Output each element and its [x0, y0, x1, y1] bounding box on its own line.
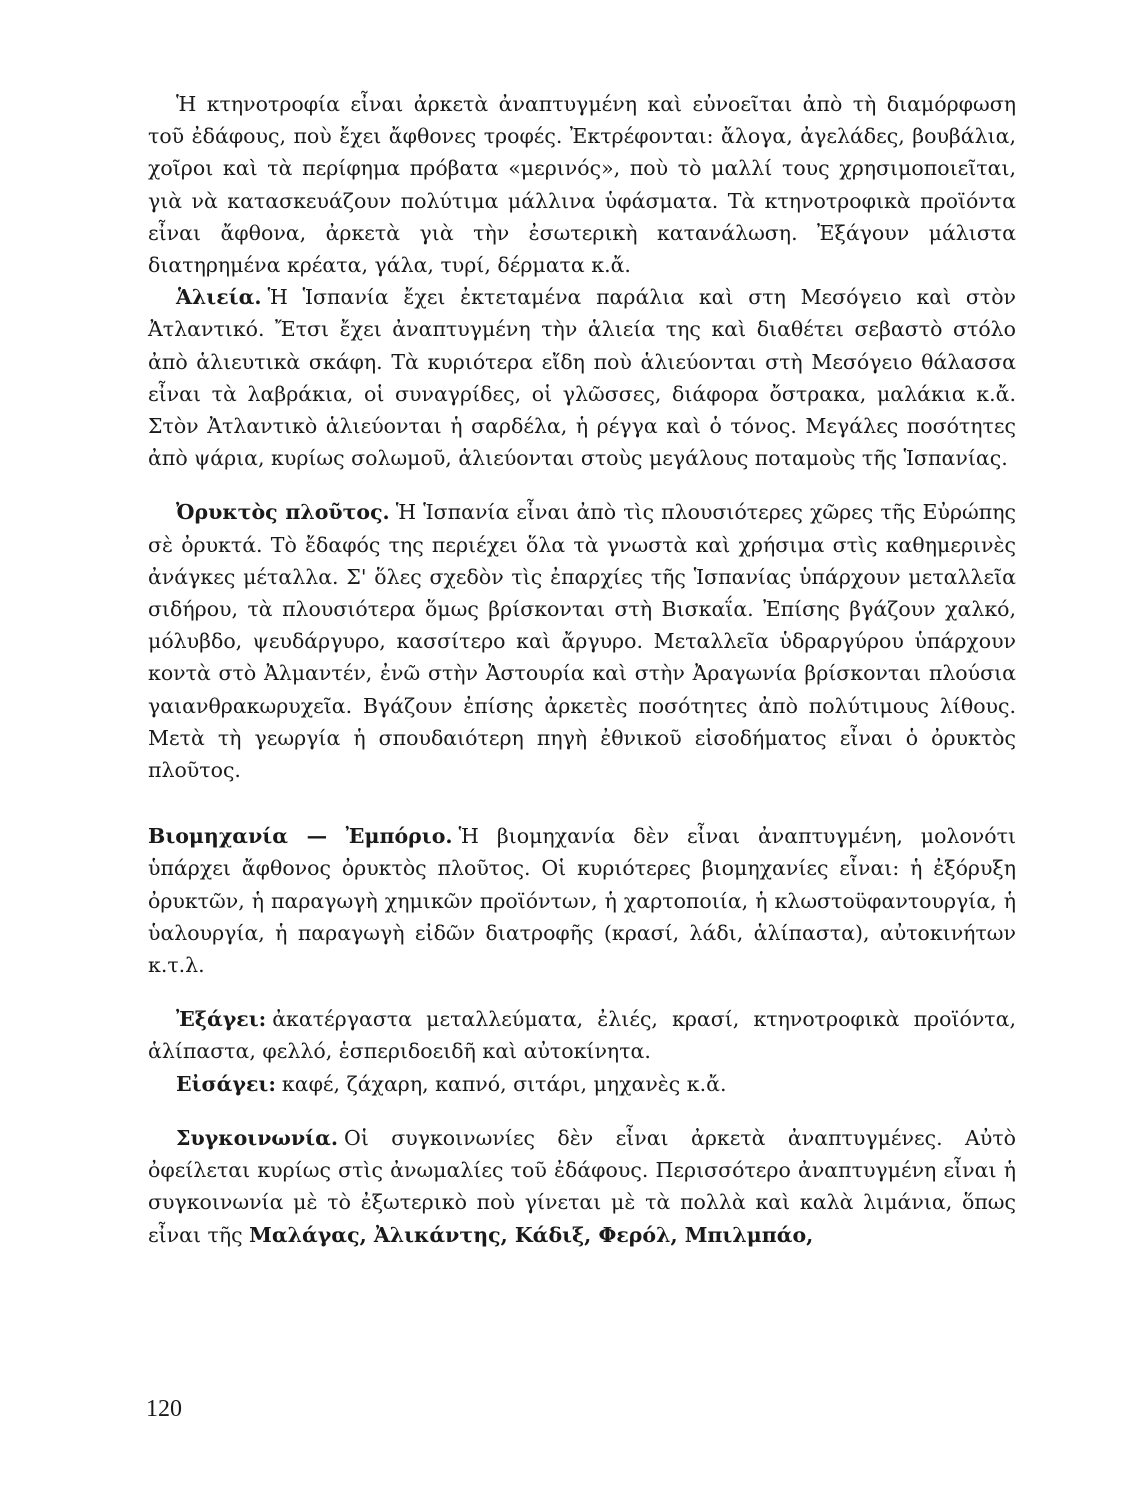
paragraph-exports [148, 1003, 1016, 1067]
fishing-heading: Ἁλιεία. [176, 285, 262, 310]
transport-heading: Συγκοινωνία. [176, 1125, 339, 1150]
paragraph-transport [148, 1122, 1016, 1251]
paragraph-mining [148, 496, 1016, 786]
paragraph-imports [148, 1068, 1016, 1100]
exports-heading: Ἐξάγει: [176, 1007, 267, 1032]
mining-heading: Ὀρυκτὸς πλοῦτος. [176, 500, 390, 525]
transport-text: Οἱ συγκοινωνίες δὲν εἶναι ἀρκετὰ ἀναπτυγμένες. Αὐτὸ ὀφείλεται κυρίως στὶς ἀνωμαλίες τοῦ ἐδάφους. Περισσότερο ἀναπτυγμένη εἶναι ἡ συγκοινωνία μὲ τὸ ἐξωτερικὸ ποὺ γίνεται μὲ τὰ πολλὰ καὶ καλὰ λιμάνια, ὅπως εἶναι τῆς [148, 1125, 1016, 1247]
imports-heading: Εἰσάγει: [176, 1071, 276, 1096]
paragraph-industry [148, 820, 1016, 981]
page-number: 120 [146, 1396, 182, 1422]
livestock-text: Ἡ κτηνοτροφία εἶναι ἀρκετὰ ἀναπτυγμένη καὶ εὐνοεῖται ἀπὸ τὴ διαμόρφωση τοῦ ἐδάφους, ποὺ ἔχει ἄφθονες τροφές. Ἐκτρέφονται: ἄλογα, ἀγελάδες, βουβάλια, χοῖροι καὶ τὰ περίφημα πρόβατα «μερινός», ποὺ τὸ μαλλί τους χρησιμοποιεῖται, γιὰ νὰ κατασκευάζουν πολύτιμα μάλλινα ὑφάσματα. Τὰ κτηνοτροφικὰ προϊόντα εἶναι ἄφθονα, ἀρκετὰ γιὰ τὴν ἐσωτερικὴ κατανάλωση. Ἐξάγουν μάλιστα διατηρημένα κρέατα, γάλα, τυρί, δέρματα κ.ἄ. [148, 92, 1016, 278]
industry-heading: Βιομηχανία — Ἐμπόριο. [148, 824, 453, 849]
fishing-text: Ἡ Ἱσπανία ἔχει ἐκτεταμένα παράλια καὶ στη Μεσόγειο καὶ στὸν Ἀτλαντικό. Ἔτσι ἔχει ἀναπτυγμένη τὴν ἁλιεία της καὶ διαθέτει σεβαστὸ στόλο ἀπὸ ἁλιευτικὰ σκάφη. Τὰ κυριότερα εἴδη ποὺ ἁλιεύονται στὴ Μεσόγειο θάλασσα εἶναι τὰ λαβράκια, οἱ συναγρίδες, οἱ γλῶσσες, διάφορα ὄστρακα, μαλάκια κ.ἄ. Στὸν Ἀτλαντικὸ ἁλιεύονται ἡ σαρδέλα, ἡ ρέγγα καὶ ὁ τόνος. Μεγάλες ποσότητες ἀπὸ ψάρια, κυρίως σολωμοῦ, ἁλιεύονται στοὺς μεγάλους ποταμοὺς τῆς Ἱσπανίας. [148, 285, 1016, 471]
imports-text: καφέ, ζάχαρη, καπνό, σιτάρι, μηχανὲς κ.ἄ. [281, 1071, 727, 1096]
ports-list: Μαλάγας, Ἀλικάντης, Κάδιξ, Φερόλ, Μπιλμπάο, [249, 1222, 814, 1247]
page-body [148, 88, 1016, 1251]
paragraph-fishing [148, 281, 1016, 474]
industry-text: Ἡ βιομηχανία δὲν εἶναι ἀναπτυγμένη, μολονότι ὑπάρχει ἄφθονος ὀρυκτὸς πλοῦτος. Οἱ κυριότερες βιομηχανίες εἶναι: ἡ ἐξόρυξη ὀρυκτῶν, ἡ παραγωγὴ χημικῶν προϊόντων, ἡ χαρτοποιία, ἡ κλωστοϋφαντουργία, ἡ ὑαλουργία, ἡ παραγωγὴ εἰδῶν διατροφῆς (κρασί, λάδι, ἁλίπαστα), αὐτοκινήτων κ.τ.λ. [148, 824, 1016, 978]
paragraph-livestock [148, 88, 1016, 281]
mining-text: Ἡ Ἱσπανία εἶναι ἀπὸ τὶς πλουσιότερες χῶρες τῆς Εὐρώπης σὲ ὀρυκτά. Τὸ ἔδαφός της περιέχει ὅλα τὰ γνωστὰ καὶ χρήσιμα στὶς καθημερινὲς ἀνάγκες μέταλλα. Σ' ὅλες σχεδὸν τὶς ἐπαρχίες τῆς Ἱσπανίας ὑπάρχουν μεταλλεῖα σιδήρου, τὰ πλουσιότερα ὅμως βρίσκονται στὴ Βισκαΐα. Ἐπίσης βγάζουν χαλκό, μόλυβδο, ψευδάργυρο, κασσίτερο καὶ ἄργυρο. Μεταλλεῖα ὑδραργύρου ὑπάρχουν κοντὰ στὸ Ἀλμαντέν, ἐνῶ στὴν Ἀστουρία καὶ στὴν Ἀραγωνία βρίσκονται πλούσια γαιανθρακωρυχεῖα. Βγάζουν ἐπίσης ἀρκετὲς ποσότητες ἀπὸ πολύτιμους λίθους. Μετὰ τὴ γεωργία ἡ σπουδαιότερη πηγὴ ἐθνικοῦ εἰσοδήματος εἶναι ὁ ὀρυκτὸς πλοῦτος. [148, 500, 1016, 783]
exports-text: ἀκατέργαστα μεταλλεύματα, ἐλιές, κρασί, κτηνοτροφικὰ προϊόντα, ἁλίπαστα, φελλό, ἑσπεριδοειδῆ καὶ αὐτοκίνητα. [148, 1007, 1016, 1064]
